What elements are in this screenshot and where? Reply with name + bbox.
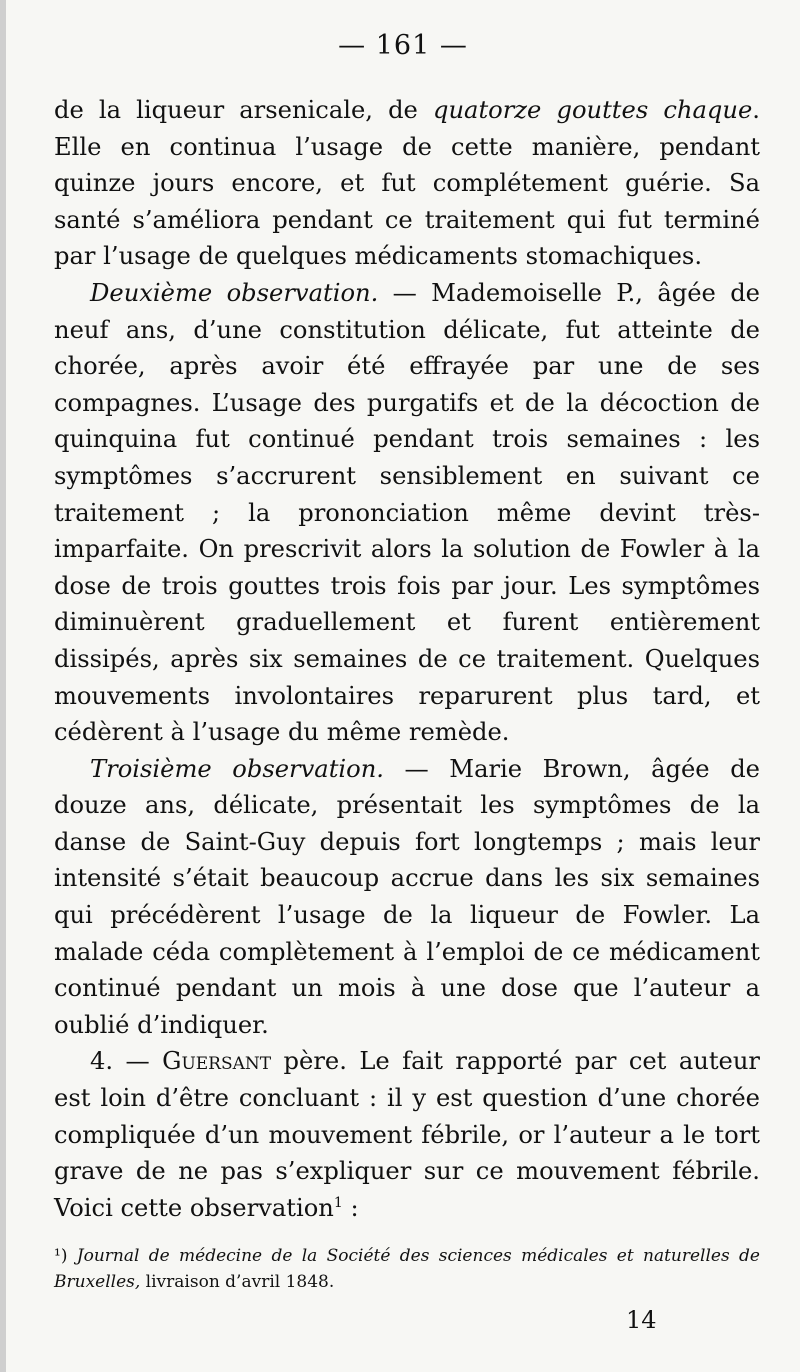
observation-heading: Troisième observation. (90, 754, 384, 783)
text-run: — Mademoiselle P., âgée de neuf ans, d’une constitution délicate, fut atteinte de chorée, après avoir été effrayée par une de ses compagnes. L’usage des purgatifs et de la décoction de quinquina fut continué pendant trois semaines : les symptômes s’accrurent sensiblement en suivant ce traitement ; la prononciation même devint très-imparfaite. On prescrivit alors la solution de Fowler à la dose de trois gouttes trois fois par jour. Les symptômes diminuèrent graduellement et furent entièrement dissipés, après six semaines de ce traitement. Quelques mouvements involontaires reparurent plus tard, et cédèrent à l’usage du même remède. (54, 278, 760, 747)
author-name: Guersant (162, 1047, 272, 1076)
paragraph-1 (54, 92, 760, 275)
footnote-text: livraison d’avril 1848. (140, 1272, 335, 1292)
footnote-marker: ¹) (54, 1246, 77, 1266)
text-run: . Elle en continua l’usage de cette manière, pendant quinze jours encore, et fut complétement guérie. Sa santé s’améliora pendant ce traitement qui fut terminé par l’usage de quelques médicaments stomachiques. (54, 96, 760, 271)
text-run: — Marie Brown, âgée de douze ans, délicate, présentait les symptômes de la danse de Saint-Guy depuis fort longtemps ; mais leur intensité s’était beaucoup accrue dans les six semaines qui précédèrent l’usage de la liqueur de Fowler. La malade céda complètement à l’emploi de ce médicament continué pendant un mois à une dose que l’auteur a oublié d’indiquer. (54, 754, 760, 1039)
footnote-ref: 1 (333, 1194, 343, 1211)
text-run: père. Le fait rapporté par cet auteur est loin d’être concluant : il y est question d’une chorée compliquée d’un mouvement fébrile, or l’auteur a le tort grave de ne pas s’expliquer sur ce mouvement fébrile. Voici cette observation (54, 1047, 760, 1222)
text-run: 4. — (90, 1047, 163, 1076)
paragraph-2 (54, 275, 760, 751)
footnote-citation: Journal de médecine de la Société des sciences médicales et naturelles de Bruxelles, (54, 1246, 760, 1292)
text-run: de la liqueur arsenicale, de (54, 96, 433, 124)
paragraph-4 (54, 1043, 760, 1226)
signature-mark: 14 (626, 1306, 657, 1334)
observation-heading: Deuxième observation. (90, 278, 379, 307)
page-number: — 161 — (338, 30, 468, 61)
italic-run: quatorze gouttes chaque (432, 96, 753, 124)
body-text (54, 92, 760, 1226)
text-run: : (342, 1193, 359, 1222)
footnote (54, 1243, 760, 1295)
paragraph-3 (54, 751, 760, 1044)
